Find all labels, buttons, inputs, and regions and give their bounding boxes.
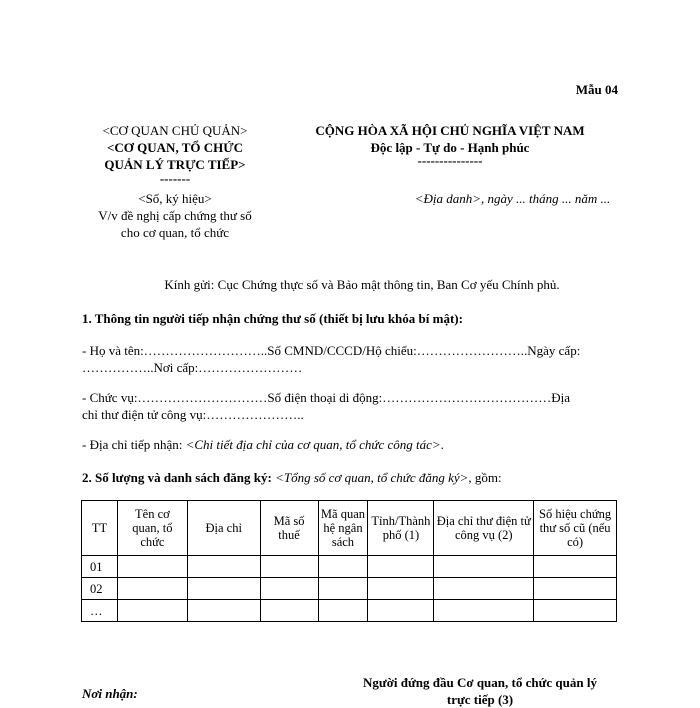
country-name: CỘNG HÒA XÃ HỘI CHỦ NGHĨA VIỆT NAM (315, 123, 585, 138)
direct-agency-line1: <CƠ QUAN, TỔ CHỨC (107, 140, 243, 155)
col-header-email: Địa chỉ thư điện tử công vụ (2) (434, 501, 534, 556)
registration-table (81, 500, 617, 622)
place-and-date: <Địa danh>, ngày ... tháng ... năm ... (414, 191, 611, 206)
section-2-title (82, 469, 612, 486)
header-divider-right: --------------- (417, 153, 483, 168)
col-header-tax-code: Mã số thuế (260, 501, 318, 556)
table-cell (434, 600, 534, 622)
recipient-line: Kính gửi: Cục Chứng thực số và Bảo mật thông tin, Ban Cơ yếu Chính phủ. (164, 277, 560, 292)
table-cell (260, 600, 318, 622)
table-cell (187, 600, 260, 622)
name-id-line-a: - Họ và tên:………………………..Số CMND/CCCD/Hộ chiếu:……………………..Ngày cấp: (82, 343, 581, 358)
table-cell (534, 578, 617, 600)
table-row (82, 578, 617, 600)
delivery-address-line (82, 436, 612, 453)
section-2-count: <Tổng số cơ quan, tổ chức đăng ký> (275, 470, 469, 485)
subject-line-2: cho cơ quan, tổ chức (120, 225, 230, 240)
section-2-suffix: , gồm: (468, 470, 502, 485)
subject-line-1: V/v đề nghị cấp chứng thư số (98, 208, 252, 223)
table-cell (368, 556, 434, 578)
national-header-block (290, 122, 610, 166)
col-header-org-name: Tên cơ quan, tổ chức (117, 501, 187, 556)
col-header-budget-code: Mã quan hệ ngân sách (318, 501, 368, 556)
governing-agency: <CƠ QUAN CHỦ QUẢN> (102, 123, 248, 138)
table-cell (534, 600, 617, 622)
table-cell (434, 556, 534, 578)
col-header-province: Tỉnh/Thành phố (1) (368, 501, 434, 556)
table-row (82, 600, 617, 622)
section-2-label: 2. Số lượng và danh sách đăng ký: (82, 470, 276, 485)
national-motto: Độc lập - Tự do - Hạnh phúc (370, 140, 530, 155)
signer-block (350, 674, 610, 708)
row-index: 01 (82, 556, 118, 578)
signer-title-line1: Người đứng đầu Cơ quan, tổ chức quản lý (363, 675, 597, 690)
table-cell (318, 556, 368, 578)
row-index: 02 (82, 578, 118, 600)
table-cell (368, 578, 434, 600)
position-phone-line-a: - Chức vụ:…………………………Số điện thoại di động:…………………………………Địa (82, 390, 571, 405)
form-code: Mẫu 04 (575, 82, 618, 97)
reference-number: <Số, ký hiệu> (138, 191, 212, 206)
name-id-line-b: ……………..Nơi cấp:…………………… (82, 360, 303, 375)
col-header-address: Địa chỉ (187, 501, 260, 556)
table-cell (117, 578, 187, 600)
reference-block (80, 190, 270, 241)
delivery-address-suffix: . (440, 437, 444, 452)
table-cell (318, 578, 368, 600)
name-id-line (82, 342, 612, 376)
recipients-label: Nơi nhận: (82, 686, 138, 701)
delivery-address-value: <Chi tiết địa chỉ của cơ quan, tổ chức công tác> (185, 437, 441, 452)
table-cell (434, 578, 534, 600)
issuing-agency-block (80, 122, 270, 185)
table-cell (318, 600, 368, 622)
position-phone-line (82, 389, 612, 423)
signer-title-line2: trực tiếp (3) (446, 692, 514, 707)
row-index: … (82, 600, 118, 622)
direct-agency-line2: QUẢN LÝ TRỰC TIẾP> (104, 157, 246, 172)
table-cell (117, 600, 187, 622)
col-header-old-cert: Số hiệu chứng thư số cũ (nếu có) (534, 501, 617, 556)
position-phone-line-b: chỉ thư điện tử công vụ:………………….. (82, 407, 304, 422)
table-cell (260, 578, 318, 600)
table-cell (260, 556, 318, 578)
table-cell (187, 556, 260, 578)
table-cell (534, 556, 617, 578)
table-cell (117, 556, 187, 578)
col-header-index: TT (82, 501, 118, 556)
table-cell (368, 600, 434, 622)
table-header-row (82, 501, 617, 556)
header-divider-left: ------- (159, 171, 191, 186)
table-cell (187, 578, 260, 600)
section-1-title: 1. Thông tin người tiếp nhận chứng thư số (thiết bị lưu khóa bí mật): (82, 311, 463, 326)
table-row (82, 556, 617, 578)
delivery-address-label: - Địa chỉ tiếp nhận: (82, 437, 186, 452)
